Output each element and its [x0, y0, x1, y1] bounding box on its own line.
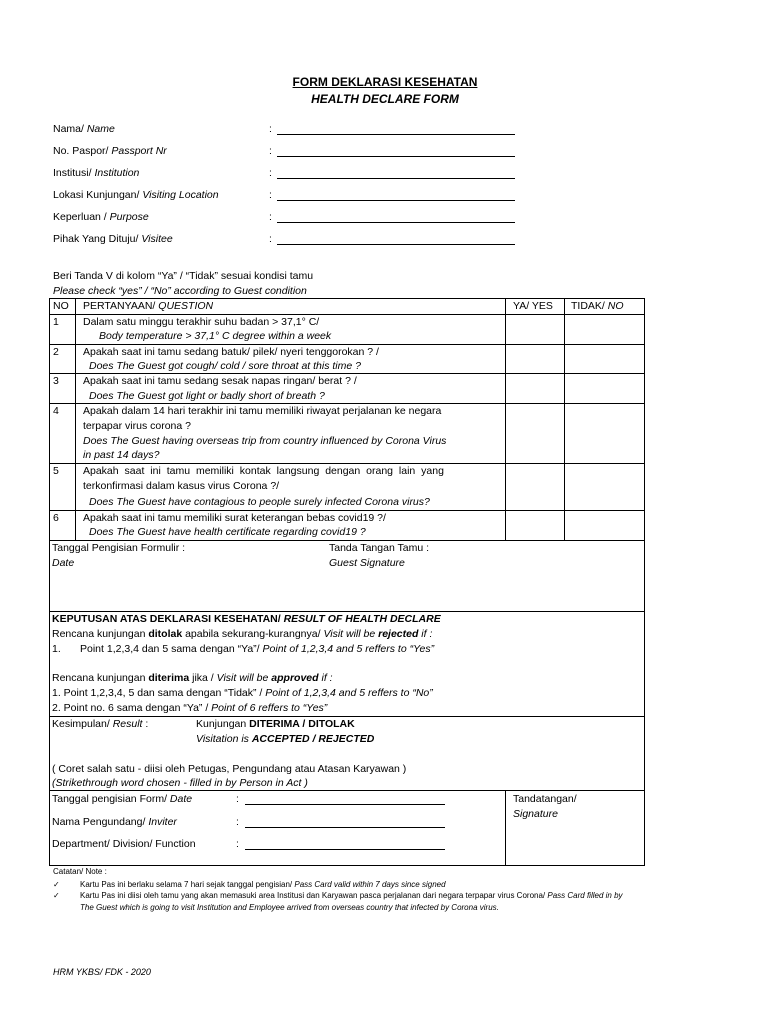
officer-signature-label: Tandatangan/ — [513, 793, 577, 805]
visitee-field[interactable] — [53, 233, 523, 249]
question-number: 2 — [53, 346, 59, 358]
col-header-question: PERTANYAAN/ QUESTION — [83, 300, 214, 312]
institution-input-line[interactable] — [277, 178, 515, 179]
check-icon: ✓ — [53, 891, 60, 900]
name-input-line[interactable] — [277, 134, 515, 135]
question-text: Dalam satu minggu terakhir suhu badan > 37,1° C/ — [83, 316, 320, 328]
question-text-cont: terkonfirmasi dalam kasus virus Corona ?/ — [83, 480, 280, 492]
notes-title: Catatan/ Note : — [53, 867, 107, 876]
question-number: 6 — [53, 512, 59, 524]
approve-rule: Rencana kunjungan diterima jika / Visit will be approved if : — [52, 672, 333, 684]
field-colon: : — [269, 189, 272, 201]
answer-yes-1[interactable] — [506, 315, 564, 343]
department-label: Department/ Division/ Function — [52, 838, 196, 850]
question-text-cont: terpapar virus corona ? — [83, 420, 191, 432]
field-colon: : — [269, 167, 272, 179]
form-date-input-line[interactable] — [245, 804, 445, 805]
question-text-en: Does The Guest got cough/ cold / sore throat at this time ? — [89, 360, 361, 372]
note-2-cont: The Guest which is going to visit Institution and Employee arrived from overseas country that infected by Corona virus. — [80, 903, 499, 912]
form-subtitle: HEALTH DECLARE FORM — [311, 92, 459, 106]
instruction-text: Beri Tanda V di kolom “Ya” / “Tidak” sesuai kondisi tamu — [53, 270, 314, 282]
purpose-label-en: Purpose — [109, 211, 149, 223]
field-colon: : — [236, 793, 239, 805]
question-text: Apakah saat ini tamu memiliki surat keterangan bebas covid19 ?/ — [83, 512, 386, 524]
institution-label-en: Institution — [94, 167, 140, 179]
col-header-yes: YA/ YES — [513, 300, 553, 312]
answer-no-6[interactable] — [565, 511, 644, 539]
location-field[interactable] — [53, 189, 523, 205]
name-label: Nama/ — [53, 123, 87, 135]
document-code: HRM YKBS/ FDK - 2020 — [53, 967, 151, 977]
col-header-no-answer: TIDAK/ NO — [571, 300, 624, 312]
question-number: 1 — [53, 316, 59, 328]
purpose-field[interactable] — [53, 211, 523, 227]
fill-date-label: Tanggal Pengisian Formulir : — [52, 542, 186, 554]
answer-yes-3[interactable] — [506, 374, 564, 402]
visitee-label-en: Visitee — [141, 233, 173, 245]
question-text-en-cont: in past 14 days? — [83, 449, 160, 461]
reject-rule: Rencana kunjungan ditolak apabila sekurang-kurangnya/ Visit will be rejected if : — [52, 628, 433, 640]
location-label: Lokasi Kunjungan/ — [53, 189, 143, 201]
visit-decision-en[interactable]: Visitation is ACCEPTED / REJECTED — [196, 733, 375, 745]
reject-item: Point 1,2,3,4 dan 5 sama dengan “Ya”/ Point of 1,2,3,4 and 5 reffers to “Yes” — [80, 643, 435, 655]
answer-no-3[interactable] — [565, 374, 644, 402]
visitee-input-line[interactable] — [277, 244, 515, 245]
inviter-label: Nama Pengundang/ Inviter — [52, 816, 177, 828]
answer-no-2[interactable] — [565, 345, 644, 373]
question-text-en: Does The Guest have health certificate regarding covid19 ? — [89, 526, 366, 538]
form-date-label: Tanggal pengisian Form/ Date — [52, 793, 193, 805]
question-number: 3 — [53, 375, 59, 387]
answer-no-4[interactable] — [565, 404, 644, 462]
health-questionnaire-table — [49, 298, 645, 866]
field-colon: : — [269, 123, 272, 135]
form-title: FORM DEKLARASI KESEHATAN — [292, 75, 478, 89]
reject-item-number: 1. — [52, 643, 61, 655]
question-text: Apakah saat ini tamu sedang sesak napas ringan/ berat ? / — [83, 375, 357, 387]
name-label-en: Name — [86, 123, 115, 135]
question-text-en: Does The Guest having overseas trip from country influenced by Corona Virus — [83, 435, 447, 447]
answer-yes-5[interactable] — [506, 464, 564, 509]
answer-yes-2[interactable] — [506, 345, 564, 373]
strikethrough-instruction: ( Coret salah satu - diisi oleh Petugas, Pengundang atau Atasan Karyawan ) — [52, 763, 407, 775]
name-field[interactable] — [53, 123, 523, 139]
question-text: Apakah dalam 14 hari terakhir ini tamu memiliki riwayat perjalanan ke negara — [83, 405, 442, 417]
inviter-input-line[interactable] — [245, 827, 445, 828]
location-label-en: Visiting Location — [142, 189, 219, 201]
decision-heading: KEPUTUSAN ATAS DEKLARASI KESEHATAN/ RESULT OF HEALTH DECLARE — [52, 613, 441, 625]
passport-input-line[interactable] — [277, 156, 515, 157]
field-colon: : — [269, 145, 272, 157]
fill-date-label-en: Date — [52, 557, 75, 569]
answer-no-1[interactable] — [565, 315, 644, 343]
passport-label-en: Passport Nr — [111, 145, 167, 157]
question-number: 5 — [53, 465, 59, 477]
institution-field[interactable] — [53, 167, 523, 183]
note-1: Kartu Pas ini berlaku selama 7 hari sejak tanggal pengisian/ Pass Card valid within 7 days since signed — [80, 880, 446, 889]
department-input-line[interactable] — [245, 849, 445, 850]
check-icon: ✓ — [53, 880, 60, 889]
institution-label: Institusi/ — [53, 167, 95, 179]
question-text-en: Does The Guest have contagious to people surely infected Corona virus? — [89, 496, 430, 508]
field-colon: : — [269, 233, 272, 245]
answer-yes-4[interactable] — [506, 404, 564, 462]
officer-signature-label-en: Signature — [513, 808, 558, 820]
instruction-text-en: Please check “yes” / “No” according to Guest condition — [53, 285, 307, 297]
col-header-no: NO — [53, 300, 69, 312]
result-label: Kesimpulan/ Result : — [52, 718, 149, 730]
officer-signature-area[interactable] — [506, 824, 644, 865]
passport-label: No. Paspor/ — [53, 145, 112, 157]
question-number: 4 — [53, 405, 59, 417]
approve-item-2: 2. Point no. 6 sama dengan “Ya” / Point of 6 reffers to “Yes” — [52, 702, 328, 714]
purpose-label: Keperluan / — [53, 211, 110, 223]
question-text-en: Does The Guest got light or badly short of breath ? — [89, 390, 325, 402]
purpose-input-line[interactable] — [277, 222, 515, 223]
approve-item-1: 1. Point 1,2,3,4, 5 dan sama dengan “Tidak” / Point of 1,2,3,4 and 5 reffers to “No” — [52, 687, 433, 699]
field-colon: : — [236, 816, 239, 828]
question-text: Apakah saat ini tamu sedang batuk/ pilek/ nyeri tenggorokan ? / — [83, 346, 379, 358]
guest-signature-label: Tanda Tangan Tamu : — [329, 542, 430, 554]
passport-field[interactable] — [53, 145, 523, 161]
answer-yes-6[interactable] — [506, 511, 564, 539]
note-2: Kartu Pas ini diisi oleh tamu yang akan memasuki area Institusi dan Karyawan pasca perjalanan dari negara terpapar virus Corona/ Pass Card filled in by — [80, 891, 623, 900]
guest-signature-label-en: Guest Signature — [329, 557, 405, 569]
location-input-line[interactable] — [277, 200, 515, 201]
field-colon: : — [269, 211, 272, 223]
question-text-en: Body temperature > 37,1° C degree within a week — [99, 330, 332, 342]
answer-no-5[interactable] — [565, 464, 644, 509]
field-colon: : — [236, 838, 239, 850]
visit-decision[interactable]: Kunjungan DITERIMA / DITOLAK — [196, 718, 355, 730]
visitee-label: Pihak Yang Dituju/ — [53, 233, 142, 245]
strikethrough-instruction-en: (Strikethrough word chosen - filled in by Person in Act ) — [52, 777, 308, 789]
question-text: Apakah saat ini tamu memiliki kontak langsung dengan orang lain yang — [83, 465, 444, 477]
